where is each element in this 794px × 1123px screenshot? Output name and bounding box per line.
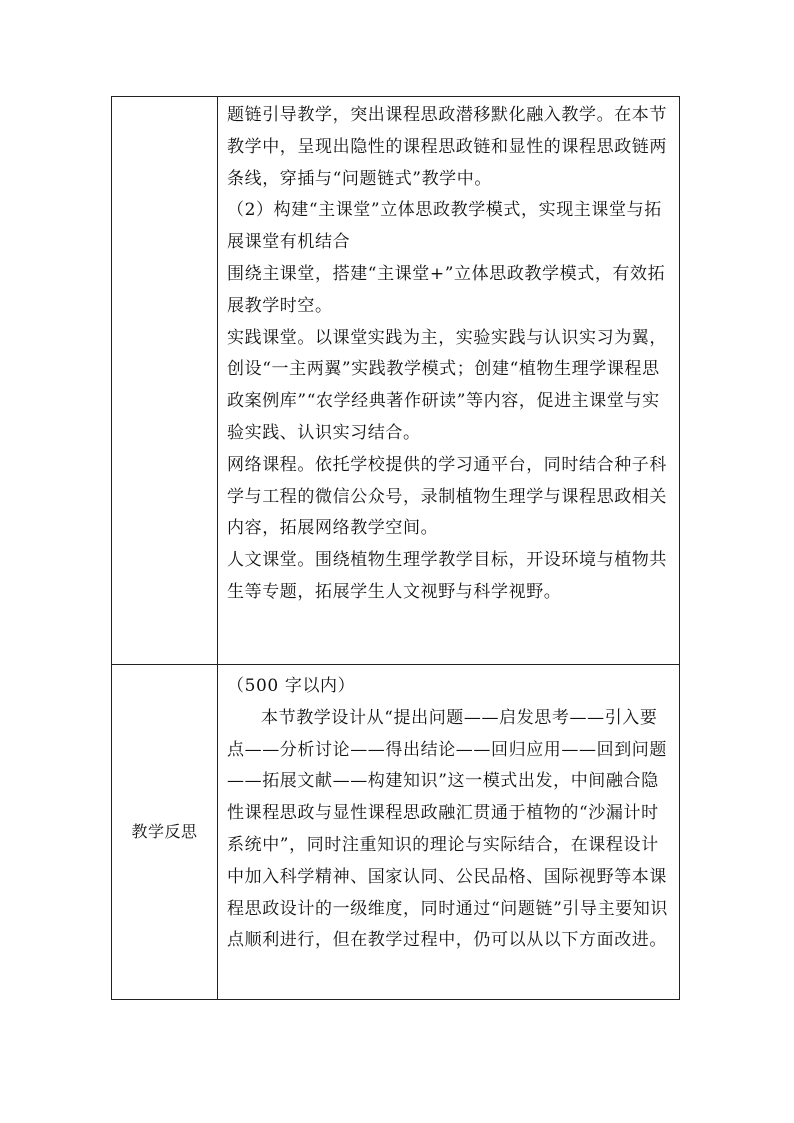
teaching-method-cell	[227, 100, 675, 609]
reflection-label: 教学反思	[131, 822, 198, 841]
paragraph-main-classroom-plus: 围绕主课堂，搭建“主课堂+”立体思政教学模式，有效拓展教学时空。	[227, 263, 666, 316]
paragraph-problem-chain: 题链引导教学，突出课程思政潜移默化融入教学。在本节教学中，呈现出隐性的课程思政链和显性的课程思政链两条线，穿插与“问题链式”教学中。	[227, 105, 667, 189]
reflection-cell	[227, 671, 675, 957]
column-divider	[217, 97, 218, 999]
paragraph-online-course: 网络课程。依托学校提供的学习通平台，同时结合种子科学与工程的微信公众号，录制植物生理学与课程思政相关内容，拓展网络教学空间。	[227, 454, 667, 539]
word-limit-note: （500 字以内）	[227, 676, 356, 696]
paragraph-humanities-classroom: 人文课堂。围绕植物生理学教学目标，开设环境与植物共生等专题，拓展学生人文视野与科学视野。	[227, 550, 667, 602]
paragraph-practice-classroom: 实践课堂。以课堂实践为主，实验实践与认识实习为翼，创设“一主两翼”实践教学模式；创建“植物生理学课程思政案例库”“农学经典著作研读”等内容，促进主课堂与实验实践、认识实习结合。	[227, 327, 667, 443]
row-divider	[112, 664, 679, 665]
paragraph-main-classroom-heading: （2）构建“主课堂”立体思政教学模式，实现主课堂与拓展课堂有机结合	[227, 200, 662, 253]
lesson-plan-table	[111, 96, 680, 1000]
reflection-body: 本节教学设计从“提出问题——启发思考——引入要点——分析讨论——得出结论——回归应用——回到问题——拓展文献——构建知识”这一模式出发，中间融合隐性课程思政与显性课程思政融汇贯通于植物的“沙漏计时系统中”，同时注重知识的理论与实际结合，在课程设计中加入科学精神、国家认同、公民品格、国际视野等本课程思政设计的一级维度，同时通过“问题链”引导主要知识点顺利进行，但在教学过程中，仍可以从以下方面改进。	[227, 707, 668, 951]
